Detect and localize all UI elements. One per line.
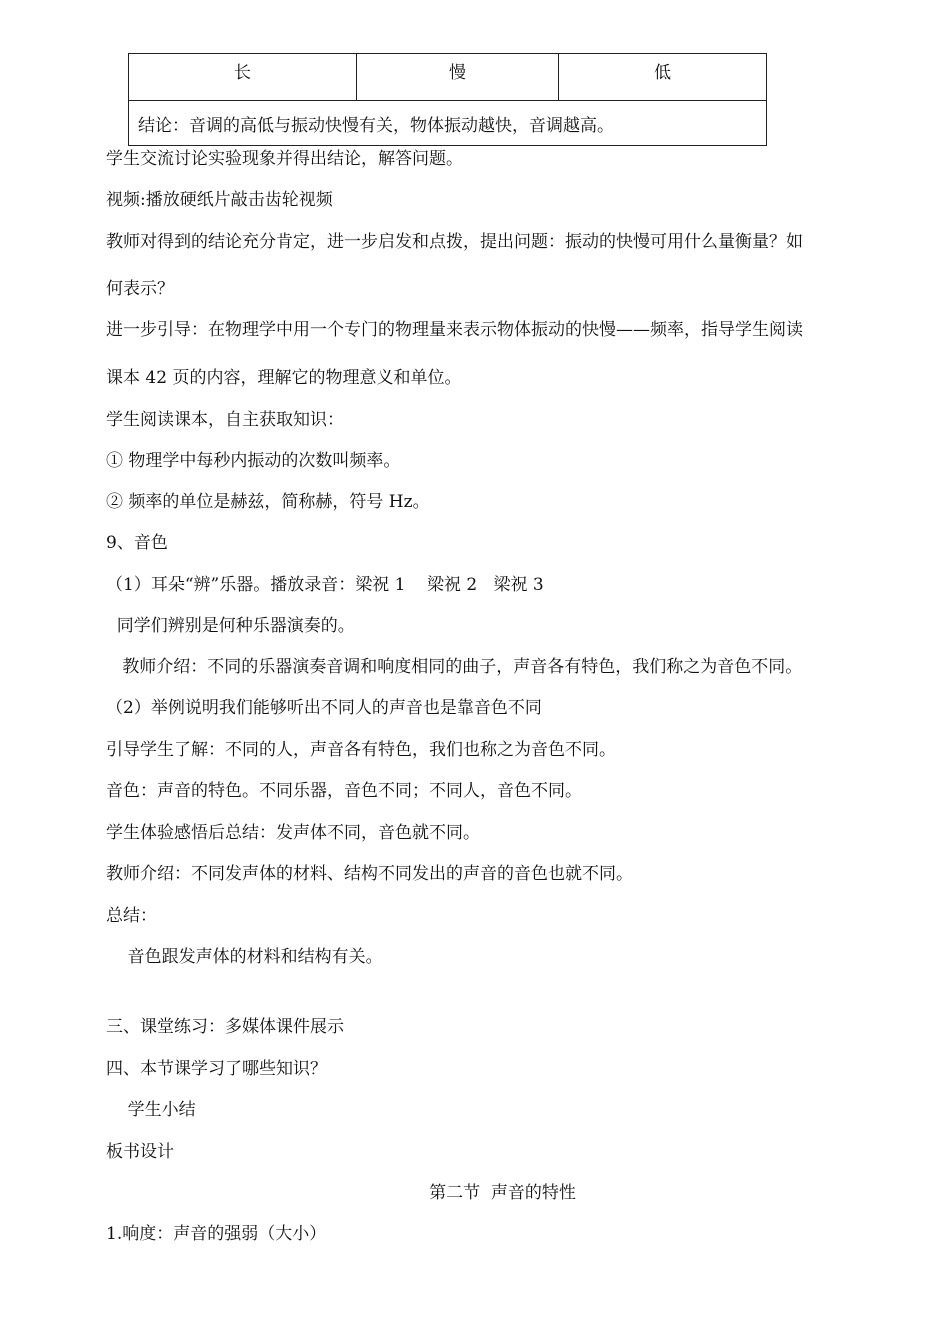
- table-cell-duration: 长: [129, 54, 357, 101]
- table-cell-pitch: 低: [559, 54, 767, 101]
- paragraph: 学生小结: [106, 1100, 196, 1120]
- paragraph: 板书设计: [106, 1142, 174, 1162]
- paragraph: 视频:播放硬纸片敲击齿轮视频: [106, 190, 333, 210]
- table-cell-speed: 慢: [357, 54, 559, 101]
- list-item: ② 频率的单位是赫兹，简称赫，符号 Hz。: [106, 492, 430, 512]
- list-item: ① 物理学中每秒内振动的次数叫频率。: [106, 451, 401, 471]
- paragraph: 教师介绍：不同的乐器演奏音调和响度相同的曲子，声音各有特色，我们称之为音色不同。: [106, 657, 803, 677]
- table-row: [129, 54, 767, 101]
- paragraph: 同学们辨别是何种乐器演奏的。: [106, 616, 355, 636]
- paragraph: 1.响度：声音的强弱（大小）: [106, 1224, 327, 1244]
- board-title: 第二节 声音的特性: [429, 1183, 576, 1203]
- paragraph: 何表示？: [106, 279, 174, 299]
- table-conclusion: 结论：音调的高低与振动快慢有关，物体振动越快，音调越高。: [129, 101, 767, 146]
- paragraph: 教师对得到的结论充分肯定，进一步启发和点拨，提出问题：振动的快慢可用什么量衡量？如: [106, 232, 803, 252]
- paragraph: （1）耳朵“辨”乐器。播放录音：梁祝 1 梁祝 2 梁祝 3: [106, 575, 544, 595]
- section-heading: 三、课堂练习：多媒体课件展示: [106, 1017, 344, 1037]
- paragraph: 课本 42 页的内容，理解它的物理意义和单位。: [106, 368, 462, 388]
- paragraph: 总结：: [106, 906, 157, 926]
- paragraph: 教师介绍：不同发声体的材料、结构不同发出的声音的音色也就不同。: [106, 864, 633, 884]
- paragraph: 音色：声音的特色。不同乐器，音色不同；不同人，音色不同。: [106, 781, 582, 801]
- paragraph: 进一步引导：在物理学中用一个专门的物理量来表示物体振动的快慢——频率，指导学生阅读: [106, 320, 803, 340]
- paragraph: 学生交流讨论实验现象并得出结论，解答问题。: [106, 149, 463, 169]
- paragraph: 音色跟发声体的材料和结构有关。: [106, 947, 383, 967]
- paragraph: 学生体验感悟后总结：发声体不同，音色就不同。: [106, 823, 480, 843]
- results-table: [128, 53, 767, 146]
- table-conclusion-row: [129, 101, 767, 146]
- section-heading: 四、本节课学习了哪些知识？: [106, 1059, 327, 1079]
- paragraph: 学生阅读课本，自主获取知识：: [106, 410, 344, 430]
- section-heading: 9、音色: [106, 533, 168, 553]
- paragraph: 引导学生了解：不同的人，声音各有特色，我们也称之为音色不同。: [106, 740, 616, 760]
- paragraph: （2）举例说明我们能够听出不同人的声音也是靠音色不同: [106, 698, 542, 718]
